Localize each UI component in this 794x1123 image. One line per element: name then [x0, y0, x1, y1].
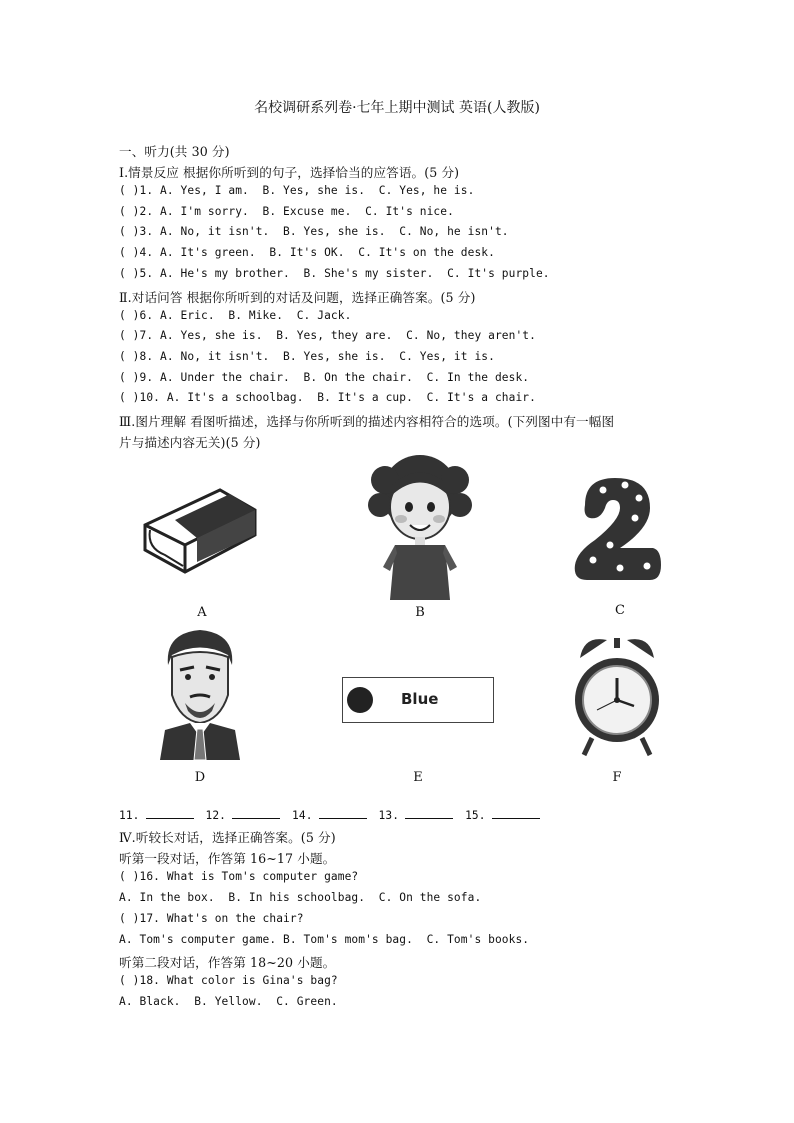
question-1: ( )1. A. Yes, I am. B. Yes, she is. C. Yes, he is.: [119, 184, 475, 197]
question-5: ( )5. A. He's my brother. B. She's my sister. C. It's purple.: [119, 267, 550, 280]
answer-blank-12[interactable]: [232, 808, 280, 819]
question-7: ( )7. A. Yes, she is. B. Yes, they are. C. No, they aren't.: [119, 329, 536, 342]
picture-label-b: B: [415, 605, 425, 620]
question-10: ( )10. A. It's a schoolbag. B. It's a cup. C. It's a chair.: [119, 391, 536, 404]
man-picture: [150, 625, 250, 760]
picture-label-c: C: [615, 603, 625, 618]
girl-picture: [365, 455, 475, 600]
answer-blank-14[interactable]: [319, 808, 367, 819]
part2-heading: Ⅱ.对话问答 根据你所听到的对话及问题，选择正确答案。(5 分): [119, 290, 476, 305]
part4-heading: Ⅳ.听较长对话，选择正确答案。(5 分): [119, 830, 336, 845]
exam-title: 名校调研系列卷·七年上期中测试 英语(人教版): [254, 100, 540, 116]
question-8: ( )8. A. No, it isn't. B. Yes, she is. C. Yes, it is.: [119, 350, 495, 363]
question-16-options: A. In the box. B. In his schoolbag. C. On the sofa.: [119, 891, 482, 904]
blue-color-card: [342, 677, 494, 723]
answer-blanks-row: [119, 808, 552, 822]
picture-label-e: E: [413, 770, 423, 785]
color-swatch: [347, 687, 373, 713]
answer-blank-13[interactable]: [405, 808, 453, 819]
question-6: ( )6. A. Eric. B. Mike. C. Jack.: [119, 309, 352, 322]
answer-number-12: 12.: [205, 809, 227, 822]
dialog2-instruction: 听第二段对话，作答第 18~20 小题。: [119, 955, 336, 970]
eraser-picture: [135, 480, 265, 580]
question-18: ( )18. What color is Gina's bag?: [119, 974, 338, 987]
dialog1-instruction: 听第一段对话，作答第 16~17 小题。: [119, 851, 336, 866]
question-4: ( )4. A. It's green. B. It's OK. C. It's on the desk.: [119, 246, 495, 259]
question-17: ( )17. What's on the chair?: [119, 912, 304, 925]
part3-heading-cont: 片与描述内容无关)(5 分): [119, 435, 261, 450]
section-heading-listening: 一、听力(共 30 分): [119, 144, 230, 159]
question-9: ( )9. A. Under the chair. B. On the chair. C. In the desk.: [119, 371, 530, 384]
alarm-clock-picture: [572, 630, 662, 760]
part1-heading: Ⅰ.情景反应 根据你所听到的句子，选择恰当的应答语。(5 分): [119, 165, 460, 180]
number-two-picture: [565, 470, 665, 590]
part3-heading: Ⅲ.图片理解 看图听描述，选择与你所听到的描述内容相符合的选项。(下列图中有一幅图: [119, 414, 615, 429]
question-17-options: A. Tom's computer game. B. Tom's mom's bag. C. Tom's books.: [119, 933, 530, 946]
question-18-options: A. Black. B. Yellow. C. Green.: [119, 995, 338, 1008]
picture-label-a: A: [197, 605, 207, 620]
question-16: ( )16. What is Tom's computer game?: [119, 870, 359, 883]
answer-number-15: 15.: [465, 809, 486, 822]
answer-number-11: 11.: [119, 809, 140, 822]
picture-label-d: D: [194, 770, 206, 785]
question-2: ( )2. A. I'm sorry. B. Excuse me. C. It's nice.: [119, 205, 454, 218]
answer-number-13: 13.: [378, 809, 400, 822]
answer-blank-11[interactable]: [146, 808, 194, 819]
color-card-label: Blue: [401, 690, 439, 708]
answer-blank-15[interactable]: [492, 808, 540, 819]
answer-number-14: 14.: [292, 809, 313, 822]
picture-label-f: F: [612, 770, 622, 785]
question-3: ( )3. A. No, it isn't. B. Yes, she is. C. No, he isn't.: [119, 225, 509, 238]
